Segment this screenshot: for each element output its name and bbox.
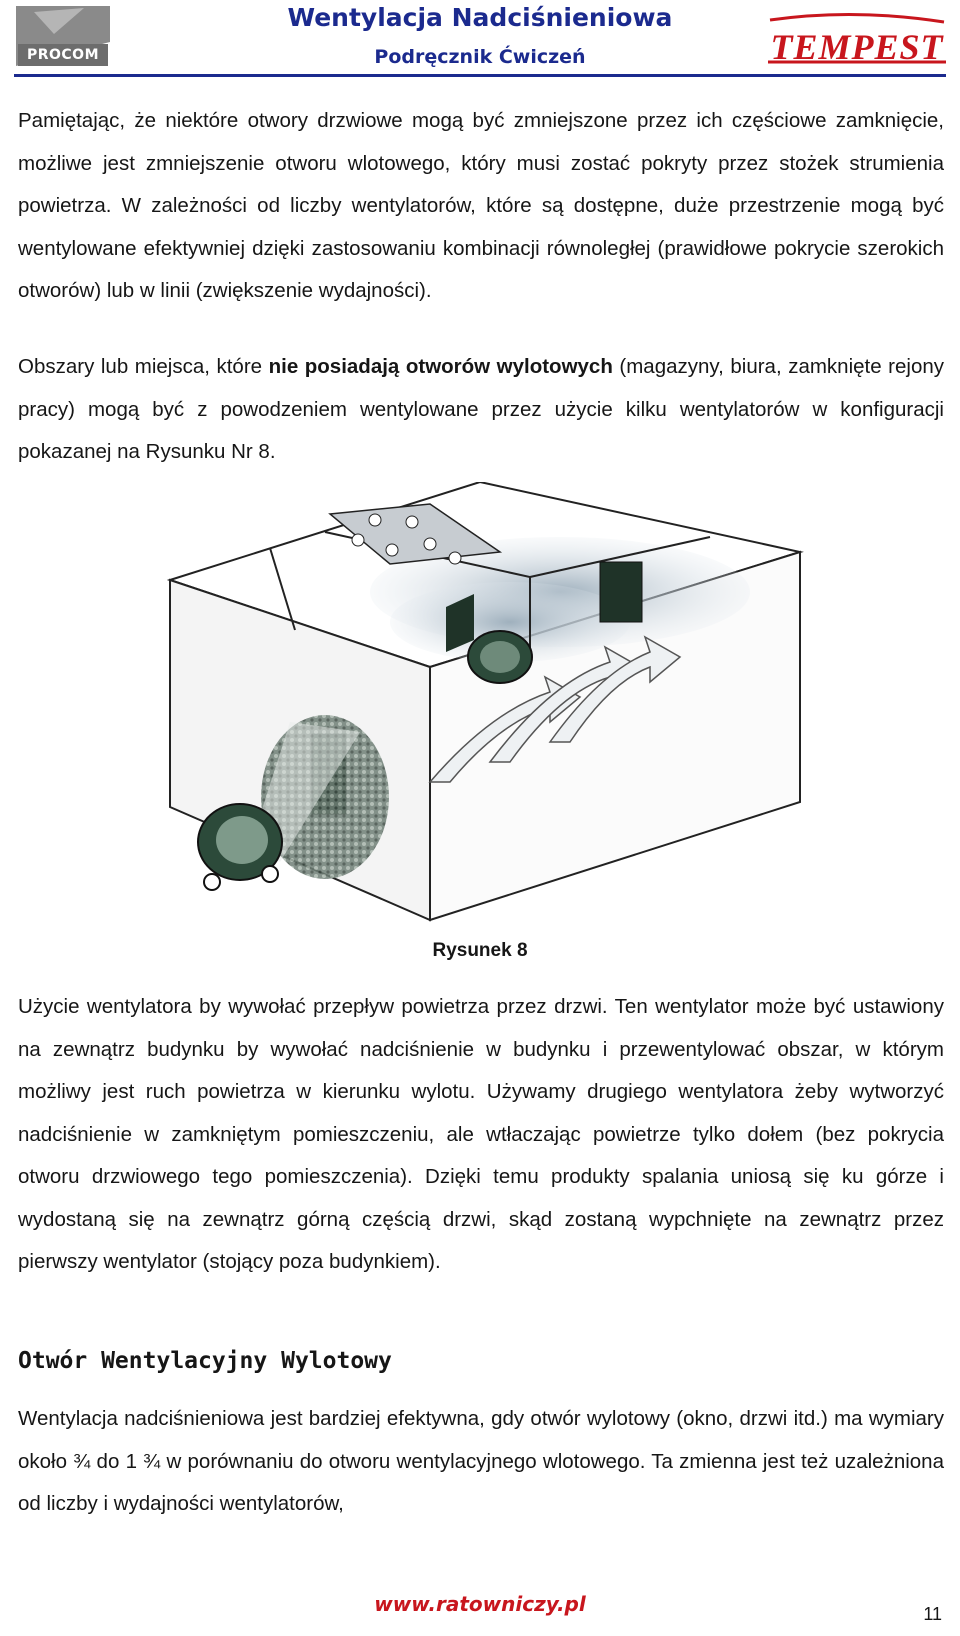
page-header bbox=[0, 0, 960, 76]
paragraph-no-outlets bbox=[18, 346, 944, 474]
tempest-logo-text: TEMPEST bbox=[770, 27, 944, 67]
document-title: Wentylacja Nadciśnieniowa bbox=[287, 3, 673, 32]
section-heading: Otwór Wentylacyjny Wylotowy bbox=[18, 1348, 392, 1374]
outside-fan bbox=[198, 804, 282, 890]
figure-caption: Rysunek 8 bbox=[432, 940, 528, 961]
paragraph-figure-description: Użycie wentylatora by wywołać przepływ powietrza przez drzwi. Ten wentylator może być ustawiony na zewnątrz budynku by wywołać nadciśnienie w budynku i przewentylować obszar, w którym możliwy jest ruch powietrza w kierunku wylotu. Używamy drugiego wentylatora żeby wytworzyć nadciśnienie w zamkniętym pomieszczeniu, ale wtłaczając powietrze tylko dołem (bez pokrycia otworu drzwiowego tego pomieszczenia). Dzięki temu produkty spalania uniosą się ku górze i wydostaną się na zewnątrz górną częścią drzwi, skąd zostaną wypchnięte na zewnątrz przez pierwszy wentylator (stojący poza budynkiem). bbox=[18, 995, 944, 1273]
figure-ventilation-diagram bbox=[130, 482, 830, 922]
footer-site-logo[interactable]: www.ratowniczy.pl bbox=[374, 1592, 586, 1616]
procom-logo-text: PROCOM bbox=[26, 47, 100, 63]
interior-fan bbox=[468, 631, 532, 683]
paragraph-text: Obszary lub miejsca, które bbox=[18, 355, 269, 378]
paragraph-inlet-opening: Pamiętając, że niektóre otwory drzwiowe mogą być zmniejszone przez ich częściowe zamknięcie, możliwe jest zmniejszenie otworu wlotowego, który musi zostać pokryty przez stożek strumienia powietrza. W zależności od liczby wentylatorów, które są dostępne, duże przestrzenie mogą być wentylowane efektywniej dzięki zastosowaniu kombinacji równoległej (prawidłowe pokrycie szerokich otworów) lub w linii (zwiększenie wydajności). bbox=[18, 109, 944, 302]
paragraph-outlet-size: Wentylacja nadciśnieniowa jest bardziej efektywna, gdy otwór wylotowy (okno, drzwi itd.) ma wymiary około ¾ do 1 ¾ w porównaniu do otworu wentylacyjnego wlotowego. Ta zmienna jest też uzależniona od liczby i wydajności wentylatorów, bbox=[18, 1407, 944, 1515]
header-divider bbox=[14, 74, 946, 77]
document-subtitle: Podręcznik Ćwiczeń bbox=[374, 46, 586, 68]
page-number: 11 bbox=[923, 1604, 942, 1624]
bold-phrase: nie posiadają otworów wylotowych bbox=[268, 355, 613, 378]
interior-door bbox=[600, 562, 642, 622]
paragraph-text: (magazyny, biura, zamknięte rejony pracy) mogą być z powodzeniem wentylowane przez użycie kilku wentylatorów w konfiguracji pokazanej na Rysunku Nr 8. bbox=[18, 355, 944, 463]
